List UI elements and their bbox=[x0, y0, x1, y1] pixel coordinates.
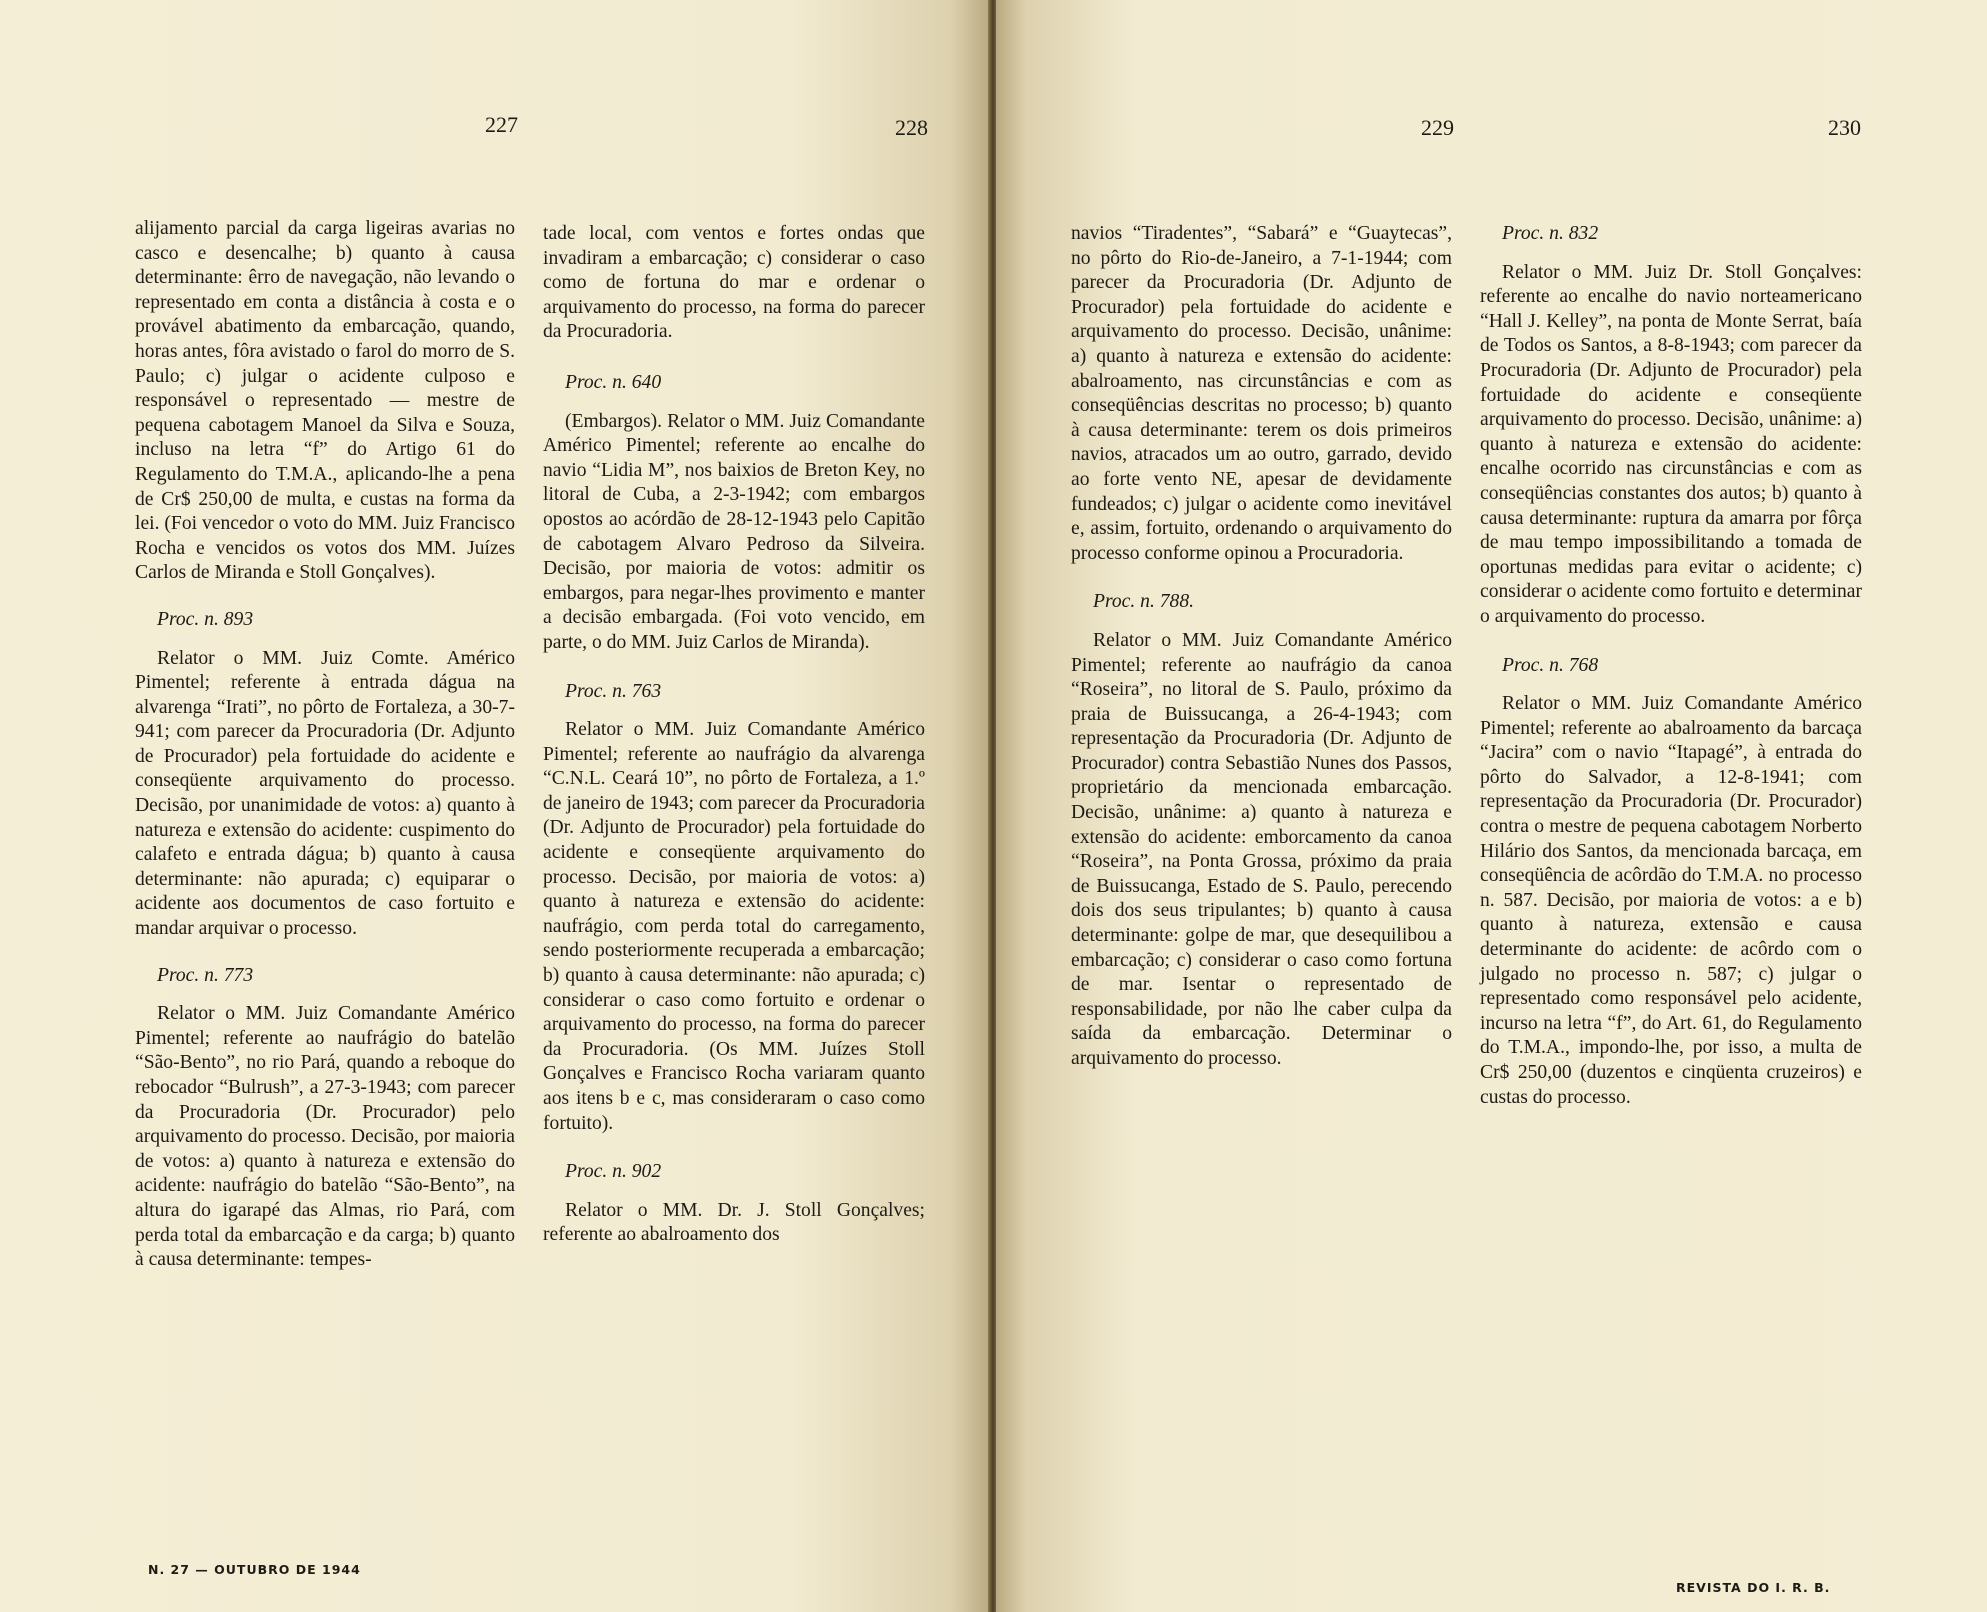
proc-text-902: Relator o MM. Dr. J. Stoll Gonçalves; referente ao abalroamento dos bbox=[543, 1199, 925, 1246]
left-page bbox=[0, 0, 990, 1612]
proc-heading-893: Proc. n. 893 bbox=[157, 608, 254, 630]
proc-heading-640: Proc. n. 640 bbox=[565, 371, 662, 393]
proc-heading-773: Proc. n. 773 bbox=[157, 964, 254, 986]
page-number-230: 230 bbox=[1828, 115, 1861, 140]
right-page bbox=[996, 0, 1987, 1612]
proc-heading-902: Proc. n. 902 bbox=[565, 1161, 662, 1183]
proc-heading-832: Proc. n. 832 bbox=[1502, 223, 1599, 244]
proc-text-763: Relator o MM. Juiz Comandante Américo Pimentel; referente ao naufrágio da alvarenga “C.N.L. Ceará 10”, no pôrto de Fortaleza, a 1.º de janeiro de 1943; com parecer da Procuradoria (Dr. Adjunto de Procurador) pela fortuidade do acidente e conseqüente arquivamento do processo. Decisão, por maioria de votos: a) quanto à natureza e extensão do acidente: naufrágio, com perda total do carregamento, sendo posteriormente recuperada a embarcação; b) quanto à causa determinante: não apurada; c) considerar o caso como fortuito e ordenar o arquivamento do processo, na forma do parecer da Procuradoria. (Os MM. Juízes Stoll Gonçalves e Francisco Rocha variaram quanto aos itens b e c, mas consideraram o caso como fortuito). bbox=[543, 719, 925, 1134]
page-number-227: 227 bbox=[485, 112, 518, 137]
footer-issue: N. 27 — OUTUBRO DE 1944 bbox=[148, 1562, 361, 1577]
proc-text-788: Relator o MM. Juiz Comandante Américo Pimentel; referente ao naufrágio da canoa “Roseira”, no litoral de S. Paulo, próximo da praia de Buissucanga, a 26-4-1943; com representação da Procuradoria (Dr. Adjunto de Procurador) contra Sebastião Nunes dos Passos, proprietário da mencionada embarcação. Decisão, unânime: a) quanto à natureza e extensão do acidente: emborcamento da canoa “Roseira”, na Ponta Grossa, próximo da praia de Buissucanga, Estado de S. Paulo, perecendo dois dos seus tripulantes; b) quanto à causa determinante: golpe de mar, que desequilibou a embarcação; c) considerar o caso como fortuna de mar. Isentar o representado de responsabilidade, por não lhe caber culpa da saída da embarcação. Determinar o arquivamento do processo. bbox=[1071, 629, 1452, 1069]
continued-paragraph: alijamento parcial da carga ligeiras avarias no casco e desencalhe; b) quanto à causa determinante: êrro de navegação, não levando o representado em conta a distância à costa e o provável abatimento da embarcação, quando, horas antes, fôra avistado o farol do morro de S. Paulo; c) julgar o acidente culposo e responsável o representado — mestre de pequena cabotagem Manoel da Silva e Souza, incluso na letra “f” do Artigo 61 do Regulamento do T.M.A., aplicando-lhe a pena de Cr$ 250,00 de multa, e custas na forma da lei. (Foi vencedor o voto do MM. Juiz Francisco Rocha e vencidos os votos dos MM. Juízes Carlos de Miranda e Stoll Gonçalves). bbox=[135, 218, 515, 584]
continued-paragraph: navios “Tiradentes”, “Sabará” e “Guaytecas”, no pôrto do Rio-de-Janeiro, a 7-1-1944; com parecer da Procuradoria (Dr. Adjunto de Procurador) pela fortuidade do acidente e arquivamento do processo. Decisão, unânime: a) quanto à natureza e extensão do acidente: abalroamento, nas circunstâncias e com as conseqüências descritas no processo; b) quanto à causa determinante: terem os dois primeiros navios, atracados um ao outro, garrado, devido ao forte vento NE, apesar de devidamente fundeados; c) julgar o acidente como inevitável e, assim, fortuito, ordenando o arquivamento do processo conforme opinou a Procuradoria. bbox=[1071, 223, 1452, 564]
continued-paragraph: tade local, com ventos e fortes ondas que invadiram a embarcação; c) considerar o caso como de fortuna do mar e ordenar o arquivamento do processo, na forma do parecer da Procuradoria. bbox=[543, 223, 925, 343]
proc-text-640: (Embargos). Relator o MM. Juiz Comandante Américo Pimentel; referente ao encalhe do navio “Lidia M”, nos baixios de Breton Key, no litoral de Cuba, a 2-3-1942; com embargos opostos ao acórdão de 28-12-1943 pelo Capitão de cabotagem Alvaro Pedroso da Silveira. Decisão, por maioria de votos: admitir os embargos, para negar-lhes provimento e manter a decisão embargada. (Foi voto vencido, em parte, o do MM. Juiz Carlos de Miranda). bbox=[543, 410, 925, 653]
column-3 bbox=[1071, 222, 1452, 1072]
proc-heading-768: Proc. n. 768 bbox=[1502, 654, 1599, 676]
proc-heading-763: Proc. n. 763 bbox=[565, 680, 662, 702]
proc-heading-788: Proc. n. 788. bbox=[1093, 591, 1195, 613]
column-2 bbox=[543, 222, 925, 1248]
column-4 bbox=[1480, 222, 1862, 1110]
footer-journal: REVISTA DO I. R. B. bbox=[1676, 1580, 1831, 1595]
column-1 bbox=[135, 217, 515, 1273]
page-number-229: 229 bbox=[1421, 115, 1454, 140]
proc-text-768: Relator o MM. Juiz Comandante Américo Pimentel; referente ao abalroamento da barcaça “Jacira” com o navio “Itapagé”, à entrada do pôrto do Salvador, a 12-8-1941; com representação da Procuradoria (Dr. Procurador) contra o mestre de pequena cabotagem Norberto Hilário dos Santos, da mencionada barcaça, em conseqüência de acôrdão do T.M.A. no processo n. 587. Decisão, por maioria de votos: a e b) quanto à natureza, extensão e causa determinante do acidente: de acôrdo com o julgado no processo n. 587; c) julgar o representado como responsável pelo acidente, incurso na letra “f”, do Art. 61, do Regulamento do T.M.A., impondo-lhe, por isso, a multa de Cr$ 250,00 (duzentos e cinqüenta cruzeiros) e custas do processo. bbox=[1480, 693, 1862, 1108]
page-number-228: 228 bbox=[895, 115, 928, 140]
proc-text-832: Relator o MM. Juiz Dr. Stoll Gonçalves: referente ao encalhe do navio norteamericano “Hall J. Kelley”, na ponta de Monte Serrat, baía de Todos os Santos, a 8-8-1943; com parecer da Procuradoria (Dr. Adjunto de Procurador) pela fortuidade do acidente e conseqüente arquivamento do processo. Decisão, unânime: a) quanto à natureza e extensão do acidente: encalhe ocorrido nas circunstâncias e com as conseqüências constantes dos autos; b) quanto à causa determinante: ruptura da amarra por fôrça de mau tempo impossibilitando a tomada de oportunas medidas para evitar o acidente; c) considerar o acidente como fortuito e determinar o arquivamento do processo. bbox=[1480, 261, 1862, 627]
proc-text-893: Relator o MM. Juiz Comte. Américo Pimentel; referente à entrada dágua na alvarenga “Irati”, no pôrto de Fortaleza, a 30-7-941; com parecer da Procuradoria (Dr. Adjunto de Procurador) pela fortuidade do acidente e conseqüente arquivamento do processo. Decisão, por unanimidade de votos: a) quanto à natureza e extensão do acidente: cuspimento do calafeto e entrada dágua; b) quanto à causa determinante: não apurada; c) equiparar o acidente aos documentos de caso fortuito e mandar arquivar o processo. bbox=[135, 647, 515, 940]
proc-text-773: Relator o MM. Juiz Comandante Américo Pimentel; referente ao naufrágio do batelão “São-Bento”, no rio Pará, quando a reboque do rebocador “Bulrush”, a 27-3-1943; com parecer da Procuradoria (Dr. Procurador) pelo arquivamento do processo. Decisão, por maioria de votos: a) quanto à natureza e extensão do acidente: naufrágio do batelão “São-Bento”, na altura do igarapé das Almas, rio Pará, com perda total da embarcação e da carga; b) quanto à causa determinante: tempes- bbox=[135, 1003, 515, 1271]
